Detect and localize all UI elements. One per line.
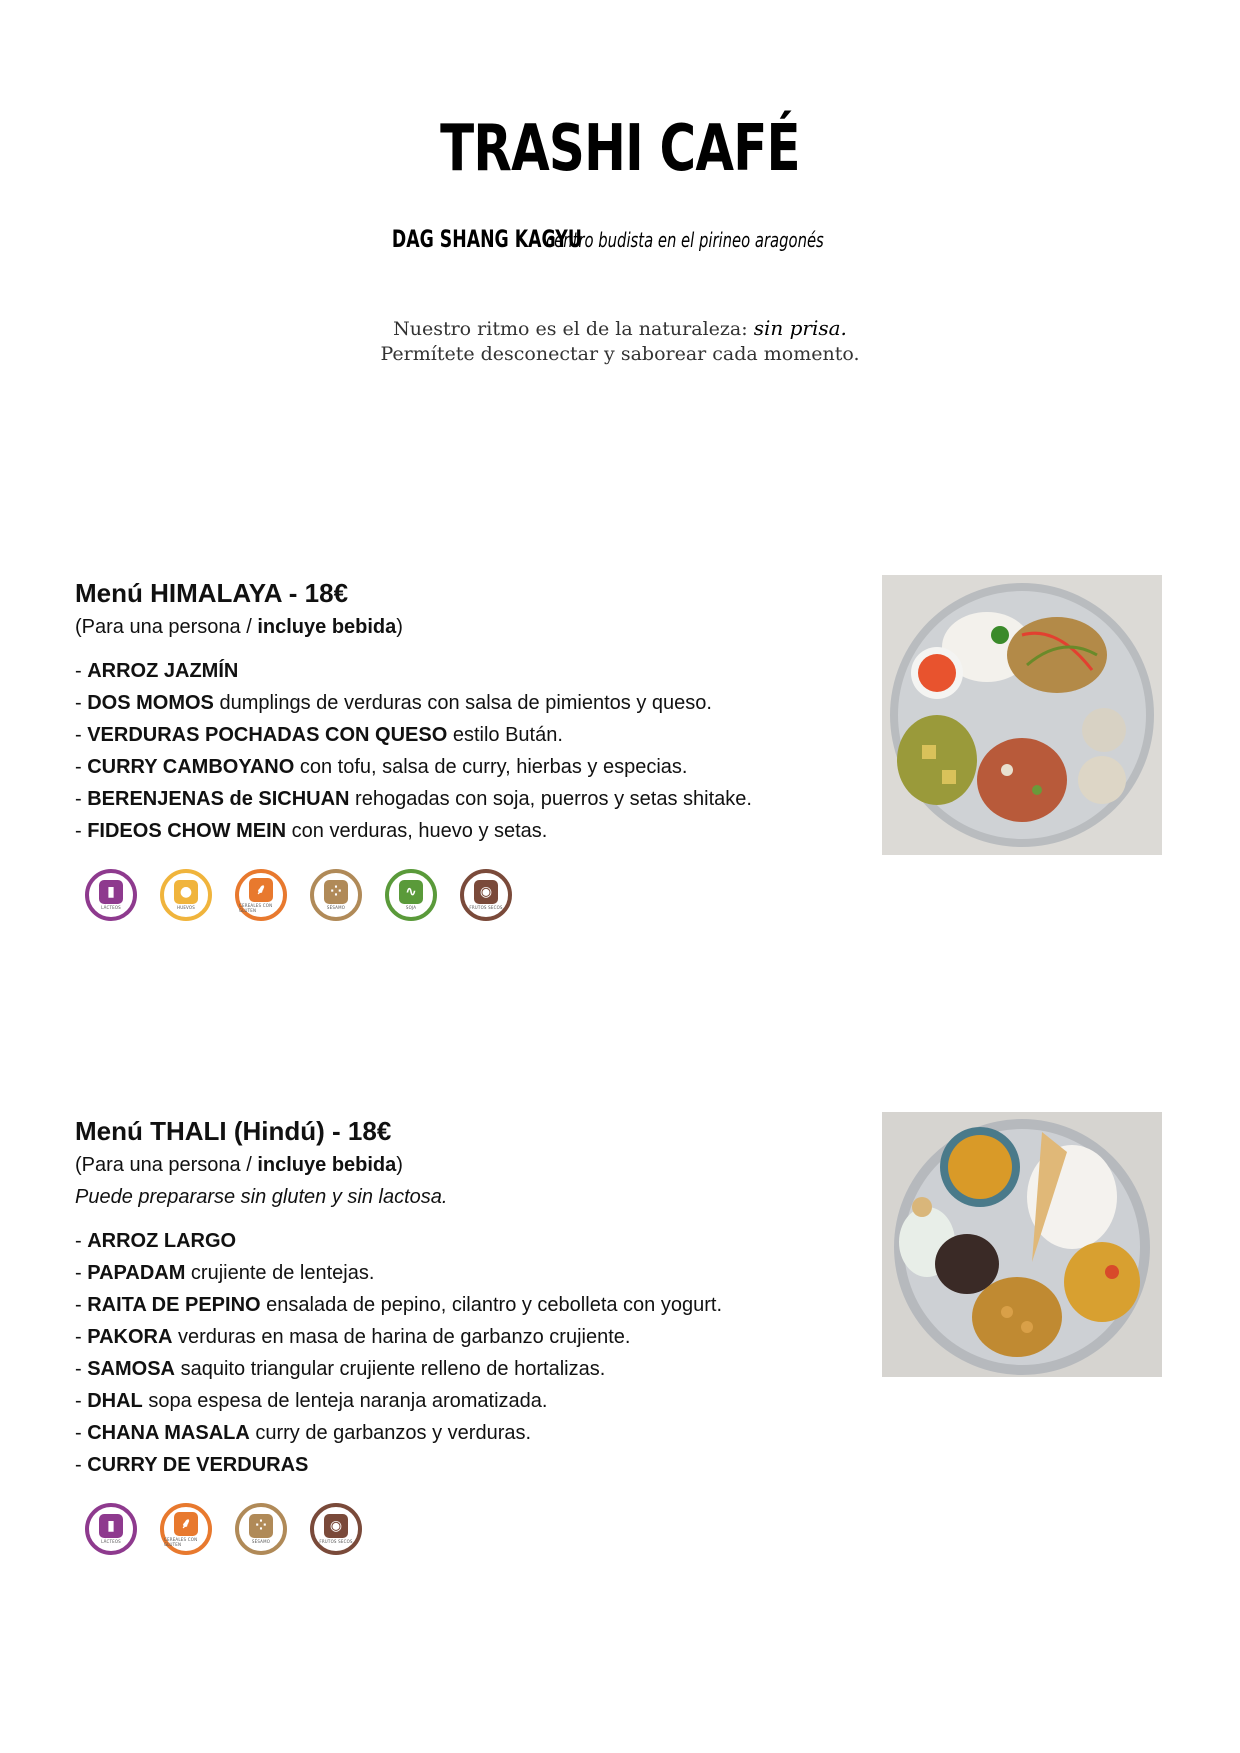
menu-item: - RAITA DE PEPINO ensalada de pepino, cilantro y cebolleta con yogurt.: [75, 1294, 722, 1316]
menu-item-description: rehogadas con soja, puerros y setas shitake.: [349, 788, 752, 810]
menu-item-description: saquito triangular crujiente relleno de hortalizas.: [175, 1358, 606, 1380]
allergen-label: FRUTOS SECOS: [319, 1539, 353, 1544]
menu-item-description: con verduras, huevo y setas.: [286, 820, 548, 842]
menu-item: - SAMOSA saquito triangular crujiente relleno de hortalizas.: [75, 1358, 606, 1380]
nuts-icon: [310, 1503, 362, 1555]
himalaya-plate-photo: [882, 575, 1162, 855]
menu-item-name: SAMOSA: [87, 1358, 176, 1380]
allergen-label: LÁCTEOS: [101, 1539, 121, 1544]
menu-item-name: VERDURAS POCHADAS CON QUESO: [87, 724, 448, 746]
organization-description: centro budista en el pirineo aragonés: [546, 228, 825, 252]
allergen-label: CEREALES CON GLUTEN: [239, 902, 273, 913]
menu-item-name: DHAL: [87, 1390, 143, 1412]
menu-item-name: FIDEOS CHOW MEIN: [87, 820, 287, 842]
menu-item-name: ARROZ JAZMÍN: [87, 660, 239, 682]
tagline-line-2: Permítete desconectar y saborear cada momento.: [380, 343, 860, 365]
nuts-icon: [460, 869, 512, 921]
menu-item: - ARROZ JAZMÍN: [75, 660, 239, 682]
egg-icon: [160, 869, 212, 921]
wheat-icon: [235, 869, 287, 921]
menu-item: - DOS MOMOS dumplings de verduras con salsa de pimientos y queso.: [75, 692, 712, 714]
wheat-icon: [160, 1503, 212, 1555]
menu-item-description: crujiente de lentejas.: [185, 1262, 375, 1284]
tagline: [0, 316, 1240, 367]
milk-icon: [85, 1503, 137, 1555]
allergen-glyph: ∿: [399, 880, 423, 904]
menu-item: - BERENJENAS de SICHUAN rehogadas con soja, puerros y setas shitake.: [75, 788, 752, 810]
menu-item: - ARROZ LARGO: [75, 1230, 237, 1252]
allergen-glyph: ●: [174, 880, 198, 904]
allergen-label: SÉSAMO: [251, 1539, 271, 1544]
tagline-emphasis: sin prisa.: [753, 316, 847, 340]
menu-item-name: RAITA DE PEPINO: [87, 1294, 261, 1316]
allergen-glyph: ▮: [99, 1514, 123, 1538]
menu-item: - CURRY DE VERDURAS: [75, 1454, 309, 1476]
menu-item-name: CURRY DE VERDURAS: [87, 1454, 309, 1476]
allergen-glyph: ⸙: [174, 1512, 198, 1536]
menu-thali: [75, 1113, 855, 1555]
soy-icon: [385, 869, 437, 921]
allergen-label: FRUTOS SECOS: [469, 905, 503, 910]
menu-item-description: dumplings de verduras con salsa de pimientos y queso.: [213, 692, 712, 714]
menu-title: Menú THALI (Hindú) - 18€: [75, 1116, 392, 1146]
menu-item-description: estilo Bután.: [447, 724, 563, 746]
menu-item-description: curry de garbanzos y verduras.: [249, 1422, 532, 1444]
allergen-icons: [85, 1503, 855, 1555]
allergen-glyph: ◉: [474, 880, 498, 904]
menu-item-name: BERENJENAS de SICHUAN: [87, 788, 350, 810]
allergen-glyph: ⁘: [324, 880, 348, 904]
allergen-label: HUEVOS: [176, 905, 196, 910]
menu-title: Menú HIMALAYA - 18€: [75, 578, 349, 608]
menu-item: - CURRY CAMBOYANO con tofu, salsa de curry, hierbas y especias.: [75, 756, 688, 778]
menu-himalaya: [75, 575, 855, 921]
thali-plate-photo: [882, 1112, 1162, 1377]
menu-info: (Para una persona / incluye bebida): [75, 1154, 403, 1176]
sesame-icon: [235, 1503, 287, 1555]
menu-item: - CHANA MASALA curry de garbanzos y verduras.: [75, 1422, 532, 1444]
menu-info: (Para una persona / incluye bebida): [75, 616, 403, 638]
allergen-label: SOJA: [405, 905, 417, 910]
menu-item: - VERDURAS POCHADAS CON QUESO estilo Bután.: [75, 724, 563, 746]
menu-item-description: con tofu, salsa de curry, hierbas y especias.: [294, 756, 688, 778]
menu-note: Puede prepararse sin gluten y sin lactosa.: [75, 1186, 448, 1208]
sesame-icon: [310, 869, 362, 921]
tagline-text: Nuestro ritmo es el de la naturaleza:: [393, 318, 754, 340]
menu-item-name: PAPADAM: [87, 1262, 186, 1284]
allergen-label: CEREALES CON GLUTEN: [164, 1536, 198, 1547]
menu-item-name: CURRY CAMBOYANO: [87, 756, 295, 778]
menu-item-name: CHANA MASALA: [87, 1422, 250, 1444]
menu-item-name: ARROZ LARGO: [87, 1230, 237, 1252]
menu-item: - PAKORA verduras en masa de harina de garbanzo crujiente.: [75, 1326, 631, 1348]
menu-items: [75, 655, 855, 847]
allergen-label: LÁCTEOS: [101, 905, 121, 910]
page-title: TRASHI CAFÉ: [440, 112, 800, 186]
menu-item: - DHAL sopa espesa de lenteja naranja aromatizada.: [75, 1390, 548, 1412]
allergen-glyph: ▮: [99, 880, 123, 904]
allergen-icons: [85, 869, 855, 921]
menu-item: - PAPADAM crujiente de lentejas.: [75, 1262, 375, 1284]
allergen-glyph: ⸙: [249, 878, 273, 902]
menu-item-description: ensalada de pepino, cilantro y cebolleta con yogurt.: [260, 1294, 722, 1316]
organization-name: DAG SHANG KAGYU: [392, 225, 583, 253]
subtitle: [0, 225, 1240, 253]
menu-item: - FIDEOS CHOW MEIN con verduras, huevo y setas.: [75, 820, 548, 842]
menu-item-description: verduras en masa de harina de garbanzo crujiente.: [172, 1326, 631, 1348]
allergen-glyph: ◉: [324, 1514, 348, 1538]
allergen-glyph: ⁘: [249, 1514, 273, 1538]
milk-icon: [85, 869, 137, 921]
menu-items: [75, 1225, 855, 1481]
allergen-label: SÉSAMO: [326, 905, 346, 910]
menu-item-name: DOS MOMOS: [87, 692, 214, 714]
menu-item-description: sopa espesa de lenteja naranja aromatizada.: [142, 1390, 548, 1412]
menu-item-name: PAKORA: [87, 1326, 173, 1348]
